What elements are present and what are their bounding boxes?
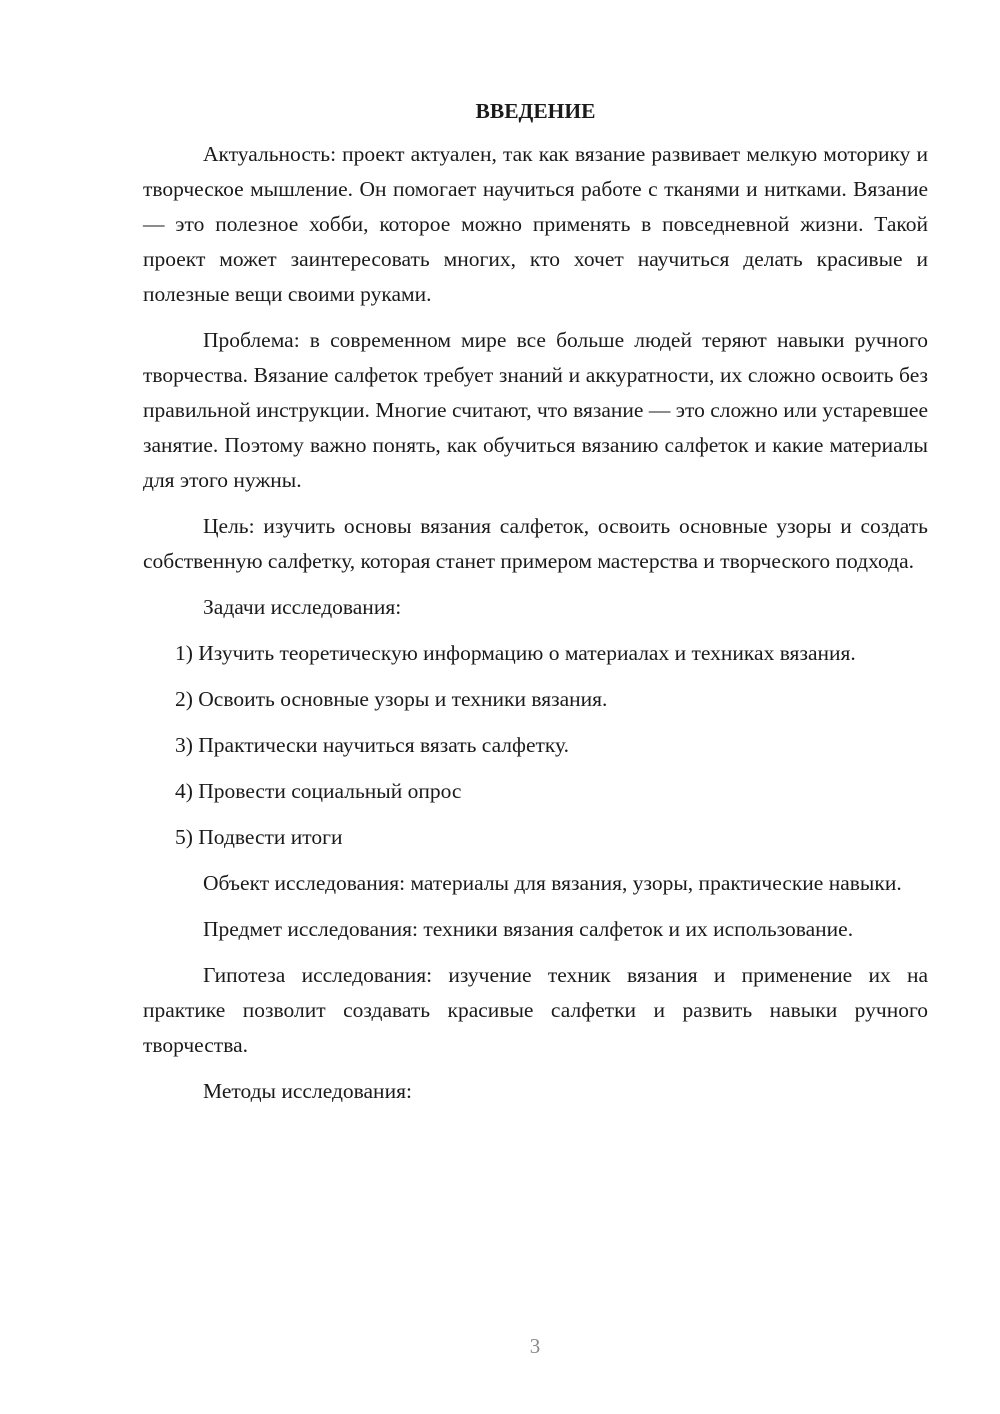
task-item-3: 3) Практически научиться вязать салфетку. — [175, 733, 570, 757]
task-item-4: 4) Провести социальный опрос — [175, 779, 462, 803]
hypothesis-paragraph: Гипотеза исследования: изучение техник вязания и применение их на практике позволит создавать красивые салфетки и развить навыки ручного творчества. — [143, 963, 928, 1057]
page-number: 3 — [529, 1334, 541, 1358]
document-page — [143, 96, 928, 1109]
task-item-1: 1) Изучить теоретическую информацию о материалах и техниках вязания. — [175, 641, 856, 665]
page-title: ВВЕДЕНИЕ — [475, 99, 596, 123]
tasks-heading: Задачи исследования: — [203, 595, 402, 619]
task-item-5: 5) Подвести итоги — [175, 825, 343, 849]
relevance-paragraph: Актуальность: проект актуален, так как вязание развивает мелкую моторику и творческое мышление. Он помогает научиться работе с тканями и нитками. Вязание — это полезное хобби, которое можно применять в повседневной жизни. Такой проект может заинтересовать многих, кто хочет научиться делать красивые и полезные вещи своими руками. — [143, 142, 928, 306]
problem-paragraph: Проблема: в современном мире все больше людей теряют навыки ручного творчества. Вязание салфеток требует знаний и аккуратности, их сложно освоить без правильной инструкции. Многие считают, что вязание — это сложно или устаревшее занятие. Поэтому важно понять, как обучиться вязанию салфеток и какие материалы для этого нужны. — [143, 328, 928, 492]
object-paragraph: Объект исследования: материалы для вязания, узоры, практические навыки. — [203, 871, 902, 895]
goal-paragraph: Цель: изучить основы вязания салфеток, освоить основные узоры и создать собственную салфетку, которая станет примером мастерства и творческого подхода. — [143, 514, 928, 573]
subject-paragraph: Предмет исследования: техники вязания салфеток и их использование. — [203, 917, 854, 941]
methods-heading: Методы исследования: — [203, 1079, 412, 1103]
task-item-2: 2) Освоить основные узоры и техники вязания. — [175, 687, 608, 711]
